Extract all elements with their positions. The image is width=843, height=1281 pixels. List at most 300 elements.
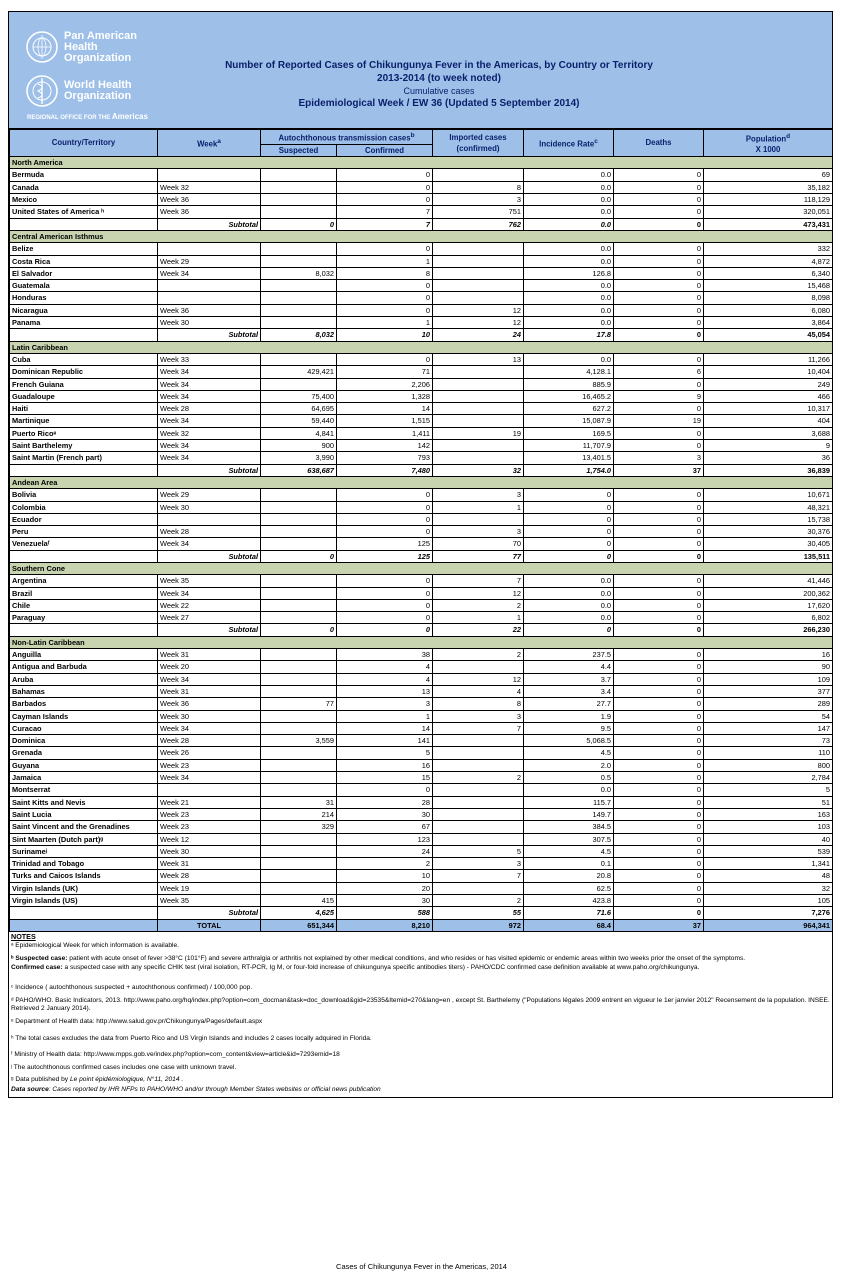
table-cell: 0 — [337, 599, 433, 611]
table-row — [10, 501, 833, 513]
table-cell — [433, 882, 524, 894]
note-c: ᶜ Incidence ( autochthonous suspected + autochthonous confirmed) / 100,000 pop. — [11, 984, 253, 992]
table-row — [10, 292, 833, 304]
table-row — [10, 698, 833, 710]
table-cell: 3,559 — [261, 735, 337, 747]
table-cell: Puerto Ricoᵉ — [10, 427, 158, 439]
table-cell: 31 — [261, 796, 337, 808]
table-cell: 0 — [614, 378, 704, 390]
paho-name-line: Health — [64, 40, 98, 53]
table-cell: 4,128.1 — [524, 366, 614, 378]
table-cell: Cayman Islands — [10, 710, 158, 722]
table-cell: 4.4 — [524, 661, 614, 673]
table-cell: 8 — [337, 267, 433, 279]
subtotal-cell: 45,054 — [704, 329, 833, 341]
subtotal-cell: 4,625 — [261, 907, 337, 919]
region-header — [10, 341, 833, 353]
table-cell: 885.9 — [524, 378, 614, 390]
table-cell: Saint Vincent and the Grenadines — [10, 821, 158, 833]
table-cell: 6,802 — [704, 612, 833, 624]
table-cell: 2 — [433, 772, 524, 784]
table-cell: 0.0 — [524, 194, 614, 206]
table-cell: Saint Martin (French part) — [10, 452, 158, 464]
region-header — [10, 157, 833, 169]
table-cell — [433, 378, 524, 390]
table-cell — [261, 181, 337, 193]
subtotal-cell: 55 — [433, 907, 524, 919]
table-cell — [261, 710, 337, 722]
table-row — [10, 685, 833, 697]
table-cell: 27.7 — [524, 698, 614, 710]
table-row — [10, 808, 833, 820]
table-cell: 0 — [614, 858, 704, 870]
table-row — [10, 267, 833, 279]
table-cell — [261, 661, 337, 673]
table-cell: 1,411 — [337, 427, 433, 439]
subtotal-row — [10, 550, 833, 562]
table-cell: Virgin Islands (UK) — [10, 882, 158, 894]
table-cell: 109 — [704, 673, 833, 685]
table-cell: 110 — [704, 747, 833, 759]
table-cell: 73 — [704, 735, 833, 747]
notes-heading: NOTES — [11, 931, 36, 941]
total-cell: 972 — [433, 919, 524, 931]
table-cell: 0 — [337, 353, 433, 365]
table-cell: Week 23 — [158, 821, 261, 833]
table-cell — [433, 243, 524, 255]
table-cell: 163 — [704, 808, 833, 820]
table-cell: 0 — [614, 747, 704, 759]
table-cell: 3 — [433, 194, 524, 206]
table-cell: 1 — [433, 612, 524, 624]
table-cell: 3 — [433, 710, 524, 722]
table-cell — [261, 243, 337, 255]
table-cell: Week 34 — [158, 415, 261, 427]
table-cell — [261, 378, 337, 390]
table-cell: 0 — [614, 735, 704, 747]
table-cell: 0 — [524, 489, 614, 501]
table-cell: 627.2 — [524, 403, 614, 415]
subtotal-label: Subtotal — [158, 329, 261, 341]
table-cell: 2 — [433, 895, 524, 907]
table-cell: 900 — [261, 440, 337, 452]
table-cell: 0.0 — [524, 169, 614, 181]
table-cell: 0 — [614, 808, 704, 820]
col-week: Week$^a$ — [158, 130, 261, 157]
table-cell: 0 — [524, 513, 614, 525]
table-row — [10, 587, 833, 599]
table-cell: 0 — [337, 575, 433, 587]
table-cell: 4 — [337, 673, 433, 685]
subtotal-cell: 1,754.0 — [524, 464, 614, 476]
table-cell — [158, 169, 261, 181]
table-cell: 0 — [614, 784, 704, 796]
table-cell: 142 — [337, 440, 433, 452]
table-cell: 751 — [433, 206, 524, 218]
table-cell: Week 33 — [158, 353, 261, 365]
subtotal-cell: 0 — [614, 329, 704, 341]
table-cell: 2.0 — [524, 759, 614, 771]
paho-logo — [25, 30, 155, 64]
table-cell: 90 — [704, 661, 833, 673]
subtotal-cell: 0.0 — [524, 218, 614, 230]
note-b: ᵇ Suspected case: patient with acute onset of fever >38°C (101°F) and severe arthralgia or arthritis not explained by other medical conditions, and who resides or has visited epidemic or endemic areas within two weeks prior the onset of the symptoms. Confirmed case: a suspected case with any specific CHIK test (viral isolation, RT-PCR, Ig M, or four-fold increase of chikungunya specific antibodies titers) - PAHO/CDC confirmed case definition available at www.paho.org/chikungunya. — [11, 955, 746, 971]
subtotal-cell: 7,480 — [337, 464, 433, 476]
table-cell: 377 — [704, 685, 833, 697]
table-cell: Argentina — [10, 575, 158, 587]
table-cell — [433, 440, 524, 452]
title-update: Epidemiological Week / EW 36 (Updated 5 September 2014) — [298, 98, 580, 109]
table-cell: Week 34 — [158, 390, 261, 402]
regional-office-tag — [27, 112, 155, 121]
table-cell: 0 — [614, 317, 704, 329]
table-cell: 12 — [433, 317, 524, 329]
table-cell: 69 — [704, 169, 833, 181]
table-cell — [261, 255, 337, 267]
col-suspected: Suspected — [261, 144, 337, 156]
table-cell: 77 — [261, 698, 337, 710]
subtotal-cell: 0 — [261, 624, 337, 636]
table-cell — [433, 747, 524, 759]
table-row — [10, 366, 833, 378]
subtotal-cell: 266,230 — [704, 624, 833, 636]
table-cell: 0 — [337, 181, 433, 193]
subtotal-cell: 588 — [337, 907, 433, 919]
table-cell — [433, 759, 524, 771]
table-row — [10, 845, 833, 857]
table-cell: 1,341 — [704, 858, 833, 870]
table-cell — [158, 784, 261, 796]
table-cell: Week 30 — [158, 317, 261, 329]
table-cell: Week 34 — [158, 673, 261, 685]
total-cell: 8,210 — [337, 919, 433, 931]
table-cell: Week 36 — [158, 698, 261, 710]
table-cell — [261, 685, 337, 697]
table-cell: Antigua and Barbuda — [10, 661, 158, 673]
table-cell — [261, 489, 337, 501]
table-cell — [261, 194, 337, 206]
table-cell — [261, 526, 337, 538]
subtotal-cell: 10 — [337, 329, 433, 341]
table-cell: Week 28 — [158, 526, 261, 538]
table-row — [10, 599, 833, 611]
table-cell — [433, 661, 524, 673]
table-cell: 35,182 — [704, 181, 833, 193]
table-cell: 0 — [614, 870, 704, 882]
table-cell — [433, 292, 524, 304]
table-row — [10, 833, 833, 845]
organization-logos — [25, 30, 155, 121]
table-cell: 4 — [337, 661, 433, 673]
table-cell: 0 — [614, 612, 704, 624]
table-cell: 329 — [261, 821, 337, 833]
table-row — [10, 661, 833, 673]
report-header — [9, 12, 832, 129]
report-title — [219, 59, 659, 110]
subtotal-cell: 22 — [433, 624, 524, 636]
subtotal-cell: 7,276 — [704, 907, 833, 919]
table-cell: 11,266 — [704, 353, 833, 365]
table-cell: Bahamas — [10, 685, 158, 697]
table-cell: 0.0 — [524, 612, 614, 624]
col-imported: Imported cases (confirmed) — [433, 130, 524, 157]
table-cell: 17,620 — [704, 599, 833, 611]
table-cell: 0 — [337, 587, 433, 599]
table-cell: Dominica — [10, 735, 158, 747]
note-h: ʰ The total cases excludes the data from Puerto Rico and US Virgin Islands and includes 2 cases locally adquired in Florida. — [11, 1034, 372, 1042]
region-name: North America — [10, 157, 833, 169]
table-cell: 7 — [433, 575, 524, 587]
table-cell: 0.0 — [524, 575, 614, 587]
table-cell: Ecuador — [10, 513, 158, 525]
table-cell: 12 — [433, 673, 524, 685]
table-cell: 0.0 — [524, 353, 614, 365]
table-cell — [261, 870, 337, 882]
subtotal-label: Subtotal — [158, 624, 261, 636]
table-cell: 16,465.2 — [524, 390, 614, 402]
table-cell — [261, 513, 337, 525]
table-cell: 0.0 — [524, 181, 614, 193]
table-cell: 0.0 — [524, 587, 614, 599]
subtotal-cell: 24 — [433, 329, 524, 341]
table-cell: 0 — [614, 698, 704, 710]
table-cell: 5 — [433, 845, 524, 857]
note-d: ᵈ PAHO/WHO. Basic Indicators, 2013. http://www.paho.org/hq/index.php?option=com_docman&task=doc_download&gid=23535&Itemid=270&lang=en , except St. Barthelemy ("Populations légales 2009 entrent en vigueur le 1er janvier 2012" Recensement de la population. INSEE. Retrieved 2 January 2014). — [11, 996, 830, 1013]
table-cell: Week 32 — [158, 427, 261, 439]
table-row — [10, 194, 833, 206]
table-cell: Week 21 — [158, 796, 261, 808]
table-cell: 423.8 — [524, 895, 614, 907]
table-cell: 0 — [614, 194, 704, 206]
col-autochthonous: Autochthonous transmission cases$^b$ — [261, 130, 433, 145]
table-cell: 0 — [614, 845, 704, 857]
table-cell: Week 22 — [158, 599, 261, 611]
table-cell — [158, 513, 261, 525]
regional-office-small: REGIONAL OFFICE FOR THE — [27, 115, 111, 121]
table-cell: Week 31 — [158, 649, 261, 661]
subtotal-label: Subtotal — [158, 907, 261, 919]
table-cell: 384.5 — [524, 821, 614, 833]
cases-table — [9, 129, 833, 932]
who-emblem-icon — [25, 74, 59, 108]
regional-office-americas: Americas — [111, 112, 148, 121]
table-row — [10, 858, 833, 870]
table-cell — [158, 243, 261, 255]
table-cell: 3.4 — [524, 685, 614, 697]
table-cell: 9 — [704, 440, 833, 452]
table-cell — [433, 821, 524, 833]
table-cell: 539 — [704, 845, 833, 857]
table-cell: 0 — [614, 501, 704, 513]
total-label: TOTAL — [158, 919, 261, 931]
total-cell: 651,344 — [261, 919, 337, 931]
table-cell: 4 — [433, 685, 524, 697]
table-row — [10, 870, 833, 882]
table-cell: 7 — [337, 206, 433, 218]
subtotal-cell: 135,511 — [704, 550, 833, 562]
subtotal-cell: 0 — [614, 907, 704, 919]
table-cell: 0.0 — [524, 206, 614, 218]
subtotal-cell: 0 — [524, 550, 614, 562]
table-cell: Week 19 — [158, 882, 261, 894]
table-cell: Week 34 — [158, 452, 261, 464]
table-cell: 126.8 — [524, 267, 614, 279]
region-name: Andean Area — [10, 476, 833, 488]
table-cell: Nicaragua — [10, 304, 158, 316]
table-cell: 9 — [614, 390, 704, 402]
subtotal-row — [10, 624, 833, 636]
table-cell — [261, 206, 337, 218]
table-cell: 0 — [614, 710, 704, 722]
table-cell: 9.5 — [524, 722, 614, 734]
table-cell: 48 — [704, 870, 833, 882]
table-cell: 1,515 — [337, 415, 433, 427]
table-cell: 20.8 — [524, 870, 614, 882]
table-cell: 8 — [433, 181, 524, 193]
table-cell: 0 — [337, 243, 433, 255]
table-cell: Saint Lucia — [10, 808, 158, 820]
table-cell: Week 34 — [158, 267, 261, 279]
table-cell — [433, 833, 524, 845]
table-cell: Guatemala — [10, 280, 158, 292]
table-cell: French Guiana — [10, 378, 158, 390]
subtotal-cell: 77 — [433, 550, 524, 562]
table-cell: 200,362 — [704, 587, 833, 599]
table-cell: 4,841 — [261, 427, 337, 439]
table-cell: 0 — [614, 821, 704, 833]
table-cell: 24 — [337, 845, 433, 857]
subtotal-cell: 473,431 — [704, 218, 833, 230]
table-cell: 0.0 — [524, 243, 614, 255]
table-row — [10, 390, 833, 402]
table-cell: Curacao — [10, 722, 158, 734]
table-row — [10, 538, 833, 550]
table-cell: 3,688 — [704, 427, 833, 439]
table-row — [10, 759, 833, 771]
table-cell: Week 34 — [158, 366, 261, 378]
region-name: Central American Isthmus — [10, 230, 833, 242]
table-cell: 289 — [704, 698, 833, 710]
table-cell: 2 — [433, 649, 524, 661]
table-cell: 0 — [614, 722, 704, 734]
table-cell: 0.0 — [524, 784, 614, 796]
table-cell: Week 28 — [158, 870, 261, 882]
table-cell: 0.5 — [524, 772, 614, 784]
table-cell: 15,087.9 — [524, 415, 614, 427]
subtotal-row — [10, 907, 833, 919]
table-cell: 8,032 — [261, 267, 337, 279]
table-row — [10, 673, 833, 685]
table-cell: 3.7 — [524, 673, 614, 685]
table-cell — [433, 390, 524, 402]
table-cell: Martinique — [10, 415, 158, 427]
table-row — [10, 784, 833, 796]
table-row — [10, 403, 833, 415]
table-row — [10, 317, 833, 329]
table-cell: Week 32 — [158, 181, 261, 193]
table-cell: 13 — [433, 353, 524, 365]
table-cell: 12 — [433, 587, 524, 599]
table-cell — [261, 845, 337, 857]
table-cell: 0 — [614, 353, 704, 365]
table-cell: 0 — [337, 169, 433, 181]
region-header — [10, 636, 833, 648]
table-cell — [261, 759, 337, 771]
who-name-line: World Health — [64, 79, 132, 91]
table-cell: 0 — [614, 673, 704, 685]
table-cell: 0.0 — [524, 317, 614, 329]
table-cell: 13 — [337, 685, 433, 697]
table-row — [10, 353, 833, 365]
table-cell: Guadaloupe — [10, 390, 158, 402]
total-cell: 68.4 — [524, 919, 614, 931]
subtotal-cell: 8,032 — [261, 329, 337, 341]
table-cell: Bolivia — [10, 489, 158, 501]
table-cell: Week 20 — [158, 661, 261, 673]
table-row — [10, 735, 833, 747]
table-cell: Week 34 — [158, 587, 261, 599]
table-cell: Week 27 — [158, 612, 261, 624]
table-cell: Grenada — [10, 747, 158, 759]
table-cell: Aruba — [10, 673, 158, 685]
table-cell: 0 — [614, 181, 704, 193]
table-cell: 19 — [433, 427, 524, 439]
table-cell: 0 — [337, 489, 433, 501]
table-cell — [261, 169, 337, 181]
table-row — [10, 415, 833, 427]
table-cell: 4.5 — [524, 747, 614, 759]
title-cumulative: Cumulative cases — [403, 86, 475, 96]
subtotal-cell: 0 — [261, 550, 337, 562]
region-header — [10, 562, 833, 574]
table-cell: Week 23 — [158, 759, 261, 771]
table-cell: 332 — [704, 243, 833, 255]
table-cell: 30,376 — [704, 526, 833, 538]
table-cell: 0 — [524, 501, 614, 513]
subtotal-cell: 0 — [524, 624, 614, 636]
table-row — [10, 489, 833, 501]
table-cell: Venezuelaᶠ — [10, 538, 158, 550]
table-cell: 0 — [614, 661, 704, 673]
table-cell: 0 — [337, 526, 433, 538]
table-cell: 0.0 — [524, 599, 614, 611]
table-cell: Peru — [10, 526, 158, 538]
table-row — [10, 181, 833, 193]
who-name-line: Organization — [64, 90, 132, 102]
table-body — [10, 157, 833, 932]
table-cell: 214 — [261, 808, 337, 820]
table-cell: Belize — [10, 243, 158, 255]
table-cell: Saint Kitts and Nevis — [10, 796, 158, 808]
table-cell: Week 30 — [158, 845, 261, 857]
table-row — [10, 304, 833, 316]
table-cell: Week 36 — [158, 194, 261, 206]
table-cell: 237.5 — [524, 649, 614, 661]
table-cell: Guyana — [10, 759, 158, 771]
subtotal-label: Subtotal — [158, 218, 261, 230]
table-cell: Week 30 — [158, 710, 261, 722]
subtotal-cell: 0 — [614, 624, 704, 636]
col-population: Population$^d$ X 1000 — [704, 130, 833, 157]
table-cell: Week 36 — [158, 206, 261, 218]
table-cell: 10,671 — [704, 489, 833, 501]
table-cell: 0 — [337, 513, 433, 525]
table-cell: 2 — [433, 599, 524, 611]
table-cell: 15,738 — [704, 513, 833, 525]
table-cell: 0 — [614, 526, 704, 538]
table-cell: 0 — [614, 538, 704, 550]
table-cell: 71 — [337, 366, 433, 378]
